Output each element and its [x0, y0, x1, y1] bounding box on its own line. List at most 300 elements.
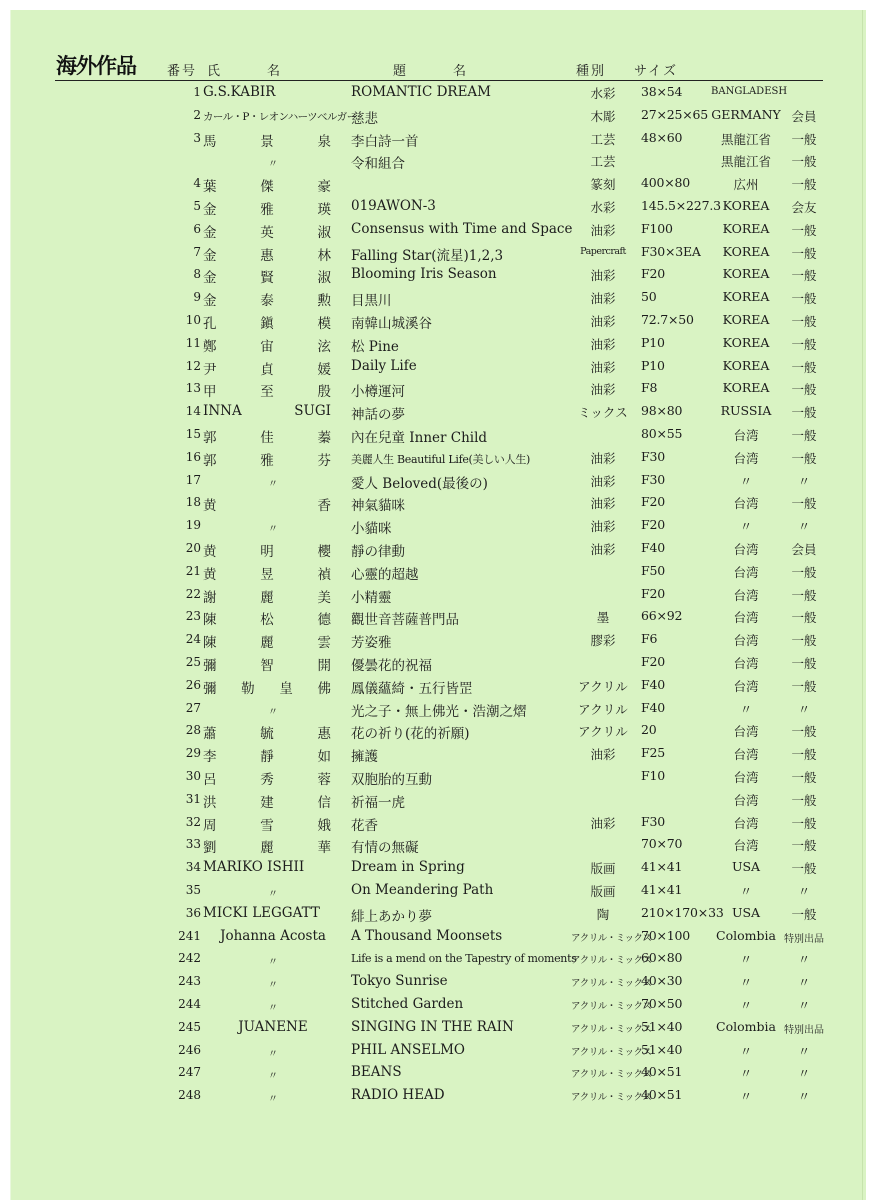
medium: アクリル: [578, 724, 628, 740]
artist-name: 謝 麗 美: [203, 589, 331, 606]
country: 台湾: [733, 815, 759, 831]
table-row: [11, 675, 866, 698]
entry-number: 15: [185, 427, 201, 441]
artist-name: 劉 麗 華: [203, 840, 331, 857]
header-title: 題 名: [393, 64, 469, 79]
work-title: 愛人 Beloved(最後の): [351, 475, 488, 492]
entry-number: 246: [178, 1042, 201, 1057]
table-header: [11, 48, 866, 82]
country: 〃: [739, 1089, 753, 1105]
medium: アクリル・ミックス: [571, 1069, 652, 1081]
artwork-size: F30: [641, 448, 665, 464]
artwork-size: F20: [641, 517, 665, 533]
table-row: [11, 994, 866, 1017]
artist-name: 陳 麗 雲: [203, 635, 331, 652]
country: KOREA: [722, 198, 770, 213]
membership-category: 一般: [791, 405, 817, 421]
artist-name: 黄 香: [203, 498, 331, 515]
medium: 油彩: [590, 815, 616, 831]
artwork-size: 70×100: [641, 927, 691, 943]
artwork-size: F20: [641, 494, 665, 510]
work-title: Stitched Garden: [351, 996, 464, 1012]
country: 台湾: [733, 838, 759, 854]
medium: アクリル・ミックス: [571, 978, 652, 990]
artwork-size: F20: [641, 585, 665, 601]
work-title: 令和組合: [351, 156, 405, 173]
artwork-size: 400×80: [641, 175, 691, 191]
medium: アクリル: [578, 701, 628, 717]
artwork-size: F50: [641, 562, 665, 578]
membership-category: 一般: [791, 428, 817, 443]
catalog-page: [10, 10, 866, 1200]
work-title: Blooming Iris Season: [351, 266, 497, 283]
country: 台湾: [733, 747, 759, 763]
entry-number: 31: [185, 791, 201, 806]
table-row: [11, 1017, 866, 1040]
medium: 油彩: [590, 336, 616, 352]
country: 台湾: [733, 428, 759, 443]
entry-number: 25: [185, 655, 201, 669]
artwork-size: 48×60: [641, 129, 683, 145]
entry-number: 22: [185, 586, 201, 601]
entry-number: 33: [185, 837, 201, 852]
table-row: [11, 264, 866, 287]
artist-name: 黄 昱 禎: [203, 566, 331, 583]
work-title: 擁護: [351, 749, 378, 766]
entry-number: 247: [178, 1065, 201, 1080]
artist-name: JUANENE: [238, 1018, 308, 1035]
medium: 油彩: [590, 747, 616, 763]
country: 台湾: [733, 496, 759, 512]
artwork-size: 40×51: [641, 1064, 683, 1080]
medium: 膠彩: [590, 633, 616, 649]
membership-category: 一般: [791, 268, 817, 284]
table-row: [11, 606, 866, 629]
artist-name: 孔 鎭 模: [203, 316, 331, 332]
membership-category: 一般: [791, 610, 817, 626]
membership-category: 〃: [797, 1043, 811, 1059]
membership-category: 一般: [791, 633, 817, 649]
country: KOREA: [722, 334, 770, 350]
membership-category: 一般: [791, 587, 817, 603]
entry-number: 248: [178, 1088, 201, 1103]
entry-number: 34: [185, 860, 201, 875]
work-title: 李白詩一首: [351, 133, 419, 150]
entry-number: 19: [185, 518, 201, 533]
artist-name: 馬 景 泉: [203, 133, 331, 150]
country: KOREA: [722, 266, 770, 282]
artist-name: カール・P・レオンハーツベルガー: [203, 110, 357, 123]
entry-number: 27: [185, 700, 201, 715]
entry-number: 18: [185, 495, 201, 510]
table-row: [11, 219, 866, 242]
header-kind: 種別: [576, 64, 607, 79]
membership-category: 〃: [797, 975, 811, 991]
membership-category: 会友: [791, 200, 817, 215]
work-title: 神氣貓咪: [351, 498, 405, 515]
membership-category: 一般: [791, 177, 817, 193]
country: 台湾: [733, 564, 759, 580]
membership-category: 一般: [791, 656, 817, 671]
work-title: Dream in Spring: [351, 859, 465, 876]
membership-category: 一般: [791, 154, 817, 170]
artwork-size: 145.5×227.3: [641, 198, 721, 213]
artist-name: 金 賢 淑: [203, 270, 331, 287]
artist-name: 〃: [268, 1003, 278, 1014]
artist-name: 〃: [268, 889, 278, 900]
artwork-size: 72.7×50: [641, 312, 694, 327]
work-title: 心靈的超越: [351, 566, 419, 583]
artwork-size: 80×55: [641, 426, 683, 441]
country: Colombia: [716, 927, 776, 943]
medium: 墨: [596, 610, 610, 626]
artwork-size: F30: [641, 813, 665, 829]
artist-name: MARIKO ISHII: [203, 859, 305, 876]
work-title: Daily Life: [351, 357, 417, 374]
membership-category: 一般: [791, 245, 817, 261]
medium: アクリル・ミックス: [571, 1092, 652, 1104]
table-row: [11, 242, 866, 265]
membership-category: 特別出品: [784, 1024, 824, 1036]
entry-number: 29: [185, 746, 201, 761]
work-title: BEANS: [351, 1064, 402, 1081]
artist-name: 金 雅 瑛: [203, 202, 331, 218]
table-row: [11, 1062, 866, 1085]
medium: 油彩: [590, 382, 616, 398]
work-title: 小貓咪: [351, 521, 392, 538]
country: 台湾: [733, 724, 759, 740]
table-row: [11, 857, 866, 880]
artist-name: 〃: [268, 524, 278, 536]
work-title: 祈福一虎: [351, 794, 405, 811]
entry-number: 36: [185, 905, 201, 920]
table-row: [11, 492, 866, 515]
work-title: 光之子・無上佛光・浩潮之熠: [351, 703, 527, 720]
table-row: [11, 310, 866, 333]
membership-category: 一般: [791, 838, 817, 854]
artist-name: 郭 佳 蓁: [203, 430, 331, 446]
artwork-size: 20: [641, 722, 657, 738]
membership-category: 一般: [791, 861, 817, 877]
artwork-size: 50: [641, 289, 657, 305]
membership-category: 会員: [791, 108, 817, 124]
membership-category: 一般: [791, 222, 817, 238]
country: 〃: [739, 952, 753, 968]
membership-category: 〃: [797, 701, 811, 717]
artwork-size: 51×40: [641, 1041, 683, 1057]
medium: Papercraft: [580, 245, 626, 257]
medium: 油彩: [590, 496, 616, 512]
artist-name: MICKI LEGGATT: [203, 904, 320, 921]
work-title: 019AWON-3: [351, 198, 436, 214]
work-title: Tokyo Sunrise: [351, 973, 448, 990]
table-row: [11, 447, 866, 470]
membership-category: 一般: [791, 336, 817, 352]
artwork-size: F20: [641, 654, 665, 669]
medium: 油彩: [590, 473, 616, 489]
medium: 水彩: [590, 200, 616, 215]
membership-category: 一般: [791, 314, 817, 329]
artwork-size: 210×170×33: [641, 904, 724, 920]
artist-name: 〃: [268, 706, 278, 718]
work-title: Falling Star(流星)1,2,3: [351, 247, 504, 264]
medium: 油彩: [590, 268, 616, 284]
entry-number: 11: [185, 335, 201, 350]
country: 〃: [739, 473, 753, 489]
membership-category: 〃: [797, 952, 811, 968]
entry-number: 5: [193, 199, 201, 213]
artwork-size: 98×80: [641, 403, 683, 419]
header-rule: [55, 80, 823, 81]
entry-number: 9: [193, 290, 201, 305]
artist-name: 蕭 毓 惠: [203, 726, 331, 743]
country: USA: [731, 904, 761, 920]
medium: 油彩: [590, 222, 616, 238]
work-title: 双胞胎的互動: [351, 772, 432, 788]
work-title: 內在兒童 Inner Child: [351, 430, 488, 446]
artist-name: 金 惠 林: [203, 247, 331, 264]
header-size: サイズ: [634, 64, 678, 79]
medium: アクリル・ミックス: [571, 932, 652, 944]
table-row: [11, 150, 866, 173]
artwork-size: F10: [641, 768, 665, 783]
membership-category: 特別出品: [784, 933, 824, 945]
membership-category: 一般: [791, 359, 817, 375]
artist-name: 〃: [268, 980, 278, 992]
table-row: [11, 561, 866, 584]
artist-name: INNA SUGI: [203, 403, 331, 420]
artist-name: 呂 秀 蓉: [203, 772, 331, 788]
table-row: [11, 378, 866, 401]
country: KOREA: [722, 220, 770, 236]
artist-name: 〃: [268, 1071, 278, 1083]
entry-number: 10: [185, 313, 201, 327]
membership-category: 〃: [797, 473, 811, 489]
work-title: 優曇花的祝福: [351, 658, 432, 674]
medium: 油彩: [590, 359, 616, 375]
artwork-size: 70×70: [641, 836, 683, 852]
entry-number: 16: [185, 449, 201, 464]
artwork-size: F40: [641, 699, 665, 715]
artist-name: 〃: [268, 957, 278, 969]
artist-name: 郭 雅 芬: [203, 452, 331, 469]
table-row: [11, 880, 866, 903]
artwork-size: 60×80: [641, 950, 683, 966]
country: BANGLADESH: [711, 86, 788, 97]
table-row: [11, 173, 866, 196]
artist-name: 洪 建 信: [203, 794, 331, 811]
entry-number: 30: [185, 769, 201, 783]
work-title: 靜の律動: [351, 544, 405, 560]
work-title: RADIO HEAD: [351, 1087, 445, 1104]
artist-name: G.S.KABIR: [203, 84, 276, 100]
work-title: 花の祈り(花的祈願): [351, 726, 470, 743]
artist-name: 〃: [268, 1048, 278, 1060]
table-row: [11, 424, 866, 447]
entry-number: 21: [185, 563, 201, 578]
table-row: [11, 470, 866, 493]
country: 台湾: [733, 770, 759, 785]
medium: ミックス: [578, 405, 628, 421]
work-title: 神話の夢: [351, 407, 405, 424]
entry-number: 243: [178, 974, 201, 989]
country: 〃: [739, 519, 753, 535]
medium: 陶: [596, 906, 610, 922]
table-row: [11, 128, 866, 151]
work-title: PHIL ANSELMO: [351, 1041, 465, 1058]
work-title: 南韓山城溪谷: [351, 316, 432, 332]
country: USA: [731, 859, 761, 875]
artwork-size: 40×30: [641, 973, 683, 989]
country: KOREA: [722, 312, 770, 327]
medium: 版画: [590, 884, 616, 899]
page-title: 海外作品: [56, 54, 136, 78]
membership-category: 〃: [797, 1066, 811, 1082]
work-title: 觀世音菩薩普門品: [351, 612, 459, 629]
medium: 篆刻: [590, 177, 616, 193]
entry-number: 244: [178, 997, 201, 1011]
country: 台湾: [733, 587, 759, 603]
membership-category: 一般: [791, 564, 817, 580]
header-number: 番号: [167, 64, 198, 79]
work-title: 有情の無礙: [351, 840, 419, 857]
table-row: [11, 584, 866, 607]
table-row: [11, 1085, 866, 1108]
header-name: 氏 名: [207, 64, 283, 79]
country: 台湾: [733, 633, 759, 649]
table-row: [11, 333, 866, 356]
entry-number: 241: [178, 928, 201, 943]
work-title: Consensus with Time and Space: [351, 220, 573, 237]
table-row: [11, 538, 866, 561]
medium: 水彩: [590, 86, 616, 101]
table-row: [11, 789, 866, 812]
medium: 木彫: [590, 108, 616, 124]
country: 台湾: [733, 678, 759, 694]
work-title: 鳳儀蘊綺・五行皆罡: [351, 680, 473, 697]
medium: 油彩: [590, 450, 616, 466]
artwork-size: F6: [641, 631, 658, 647]
table-row: [11, 196, 866, 219]
table-row: [11, 1040, 866, 1063]
work-title: 芳姿雅: [351, 635, 392, 652]
artist-name: 彌 智 開: [203, 658, 331, 674]
table-row: [11, 287, 866, 310]
entry-number: 7: [193, 244, 201, 259]
table-row: [11, 834, 866, 857]
country: Colombia: [716, 1018, 776, 1034]
artwork-size: 41×41: [641, 882, 683, 897]
artwork-size: 51×40: [641, 1018, 683, 1034]
country: 〃: [739, 998, 753, 1013]
country: KOREA: [722, 243, 770, 259]
medium: アクリル・ミックス: [571, 1023, 652, 1035]
artist-name: 尹 貞 媛: [203, 361, 331, 378]
artist-name: 彌 勒 皇 佛: [203, 680, 331, 697]
artwork-size: 70×50: [641, 996, 683, 1011]
table-row: [11, 105, 866, 128]
artwork-size: P10: [641, 334, 665, 350]
entry-number: 13: [185, 381, 201, 396]
membership-category: 〃: [797, 1089, 811, 1105]
medium: 工芸: [590, 131, 616, 147]
membership-category: 一般: [791, 724, 817, 740]
table-row: [11, 812, 866, 835]
work-title: A Thousand Moonsets: [351, 927, 503, 944]
medium: 油彩: [590, 519, 616, 535]
artist-name: 黄 明 櫻: [203, 544, 331, 560]
country: 〃: [739, 1043, 753, 1059]
table-row: [11, 720, 866, 743]
artwork-size: F20: [641, 266, 665, 282]
artist-name: 周 雪 娥: [203, 817, 331, 834]
work-title: SINGING IN THE RAIN: [351, 1018, 514, 1035]
entry-number: 242: [178, 951, 201, 966]
work-title: Life is a mend on the Tapestry of moments: [351, 952, 577, 966]
medium: アクリル: [578, 678, 628, 694]
membership-category: 〃: [797, 884, 811, 899]
artist-name: 〃: [268, 159, 278, 171]
artwork-size: F40: [641, 540, 665, 555]
artwork-size: F30×3EA: [641, 243, 701, 259]
artist-name: 葉 傑 豪: [203, 179, 331, 196]
work-title: On Meandering Path: [351, 882, 494, 898]
table-row: [11, 926, 866, 949]
country: 〃: [739, 701, 753, 717]
medium: アクリル・ミックス: [571, 1001, 652, 1012]
artwork-size: 40×51: [641, 1087, 683, 1103]
artwork-size: F8: [641, 380, 658, 396]
entry-number: 28: [185, 723, 201, 738]
entry-number: 17: [185, 472, 201, 487]
work-title: 美麗人生 Beautiful Life(美しい人生): [351, 452, 531, 466]
artwork-size: 27×25×65: [641, 106, 709, 122]
medium: アクリル・ミックス: [571, 1046, 652, 1058]
membership-category: 一般: [791, 382, 817, 398]
medium: 油彩: [590, 314, 616, 329]
country: 台湾: [733, 656, 759, 671]
work-title: 緋上あかり夢: [351, 908, 432, 925]
entry-number: 4: [193, 176, 201, 191]
table-row: [11, 652, 866, 675]
country: 広州: [733, 177, 759, 193]
country: 黒龍江省: [720, 131, 771, 147]
artwork-size: 41×41: [641, 859, 683, 875]
artist-name: 〃: [268, 478, 278, 490]
entry-number: 6: [193, 221, 201, 236]
artwork-size: F30: [641, 471, 665, 487]
artwork-size: 66×92: [641, 608, 683, 624]
entry-number: 3: [193, 130, 201, 145]
artwork-size: F100: [641, 220, 673, 236]
work-title: 目黒川: [351, 293, 392, 310]
medium: 版画: [590, 861, 616, 877]
work-title: 慈悲: [351, 110, 378, 127]
entry-number: 35: [185, 883, 201, 897]
work-title: 松 Pine: [351, 338, 399, 355]
work-title: ROMANTIC DREAM: [351, 84, 491, 100]
country: 台湾: [733, 610, 759, 626]
entry-number: 14: [185, 404, 201, 419]
table-row: [11, 356, 866, 379]
country: KOREA: [722, 289, 770, 305]
table-row: [11, 698, 866, 721]
country: 〃: [739, 975, 753, 991]
artist-name: 李 靜 如: [203, 749, 331, 766]
entry-number: 24: [185, 632, 201, 647]
artwork-size: 38×54: [641, 84, 683, 99]
membership-category: 〃: [797, 998, 811, 1013]
